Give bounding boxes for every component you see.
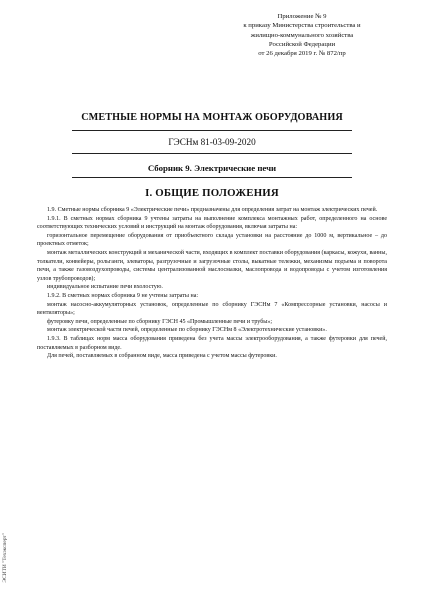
appendix-line: от 26 декабря 2019 г. № 872/пр (258, 50, 346, 58)
collection-title: Сборник 9. Электрические печи (147, 163, 277, 173)
section-heading: I. ОБЩИЕ ПОЛОЖЕНИЯ (145, 187, 279, 199)
paragraph: Для печей, поставляемых в собранном виде, масса приведена с учетом массы футеровки. (47, 353, 277, 360)
paragraph: монтаж насосно-аккумуляторных установок, определенные по сборнику ГЭСНм 7 «Компрессорные установки, насосы и вентиляторы»; (37, 301, 387, 317)
paragraph: 1.9.3. В таблицах норм масса оборудования приведена без учета массы электрооборудования, а также футеровки для печей, поставляемых в разборном виде. (37, 335, 387, 351)
paragraph: монтаж электрической части печей, определенные по сборнику ГЭСНм 8 «Электротехнические установки». (47, 327, 327, 334)
title-divider (72, 130, 352, 131)
paragraph: 1.9. Сметные нормы сборника 9 «Электрические печи» предназначены для определения затрат на монтаж электрических печей. (47, 207, 378, 213)
paragraph: 1.9.1. В сметных нормах сборника 9 учтены затраты на выполнение комплекса монтажных работ, определенного на основе соответствующих технических условий и инструкций на монтаж оборудования, включая затраты на: (37, 215, 387, 231)
appendix-line: Российской Федерации (268, 40, 336, 48)
paragraph: горизонтальное перемещение оборудования от приобъектного склада установки на расстояние до 1000 м, вертикальное – до проектных отметок; (37, 232, 387, 248)
paragraph: 1.9.2. В сметных нормах сборника 9 не учтены затраты на: (47, 292, 199, 299)
body-text (37, 206, 387, 361)
document-title: СМЕТНЫЕ НОРМЫ НА МОНТАЖ ОБОРУДОВАНИЯ (81, 112, 343, 123)
appendix-line: жилищно-коммунального хозяйства (250, 31, 354, 39)
side-watermark: ЭСИТИ "Техэксперт" (2, 532, 8, 582)
document-code: ГЭСНм 81-03-09-2020 (168, 137, 256, 147)
collection-divider (72, 177, 352, 178)
paragraph: футеровку печи, определенные по сборнику ГЭСН 45 «Промышленные печи и трубы»; (47, 318, 273, 325)
code-divider (72, 153, 352, 154)
appendix-line: Приложение № 9 (277, 13, 327, 20)
paragraph: монтаж металлических конструкций и механической части, входящих в комплект поставки оборудования (каркасы, кожухи, ванны, толкатели, конвейеры, рольганги, элеваторы, разгрузочные и загрузочные столы, выкатные тележки, механизмы подъема и поворота печи, а также газовоздухопроводы, системы централизованной маслосмазки, маслопровода и водопроводы с учетом изготовления узлов трубопроводов); (37, 249, 387, 282)
paragraph: индивидуальное испытание печи вхолостую. (47, 284, 163, 291)
appendix-header (212, 12, 392, 58)
appendix-line: к приказу Министерства строительства и (243, 22, 361, 30)
